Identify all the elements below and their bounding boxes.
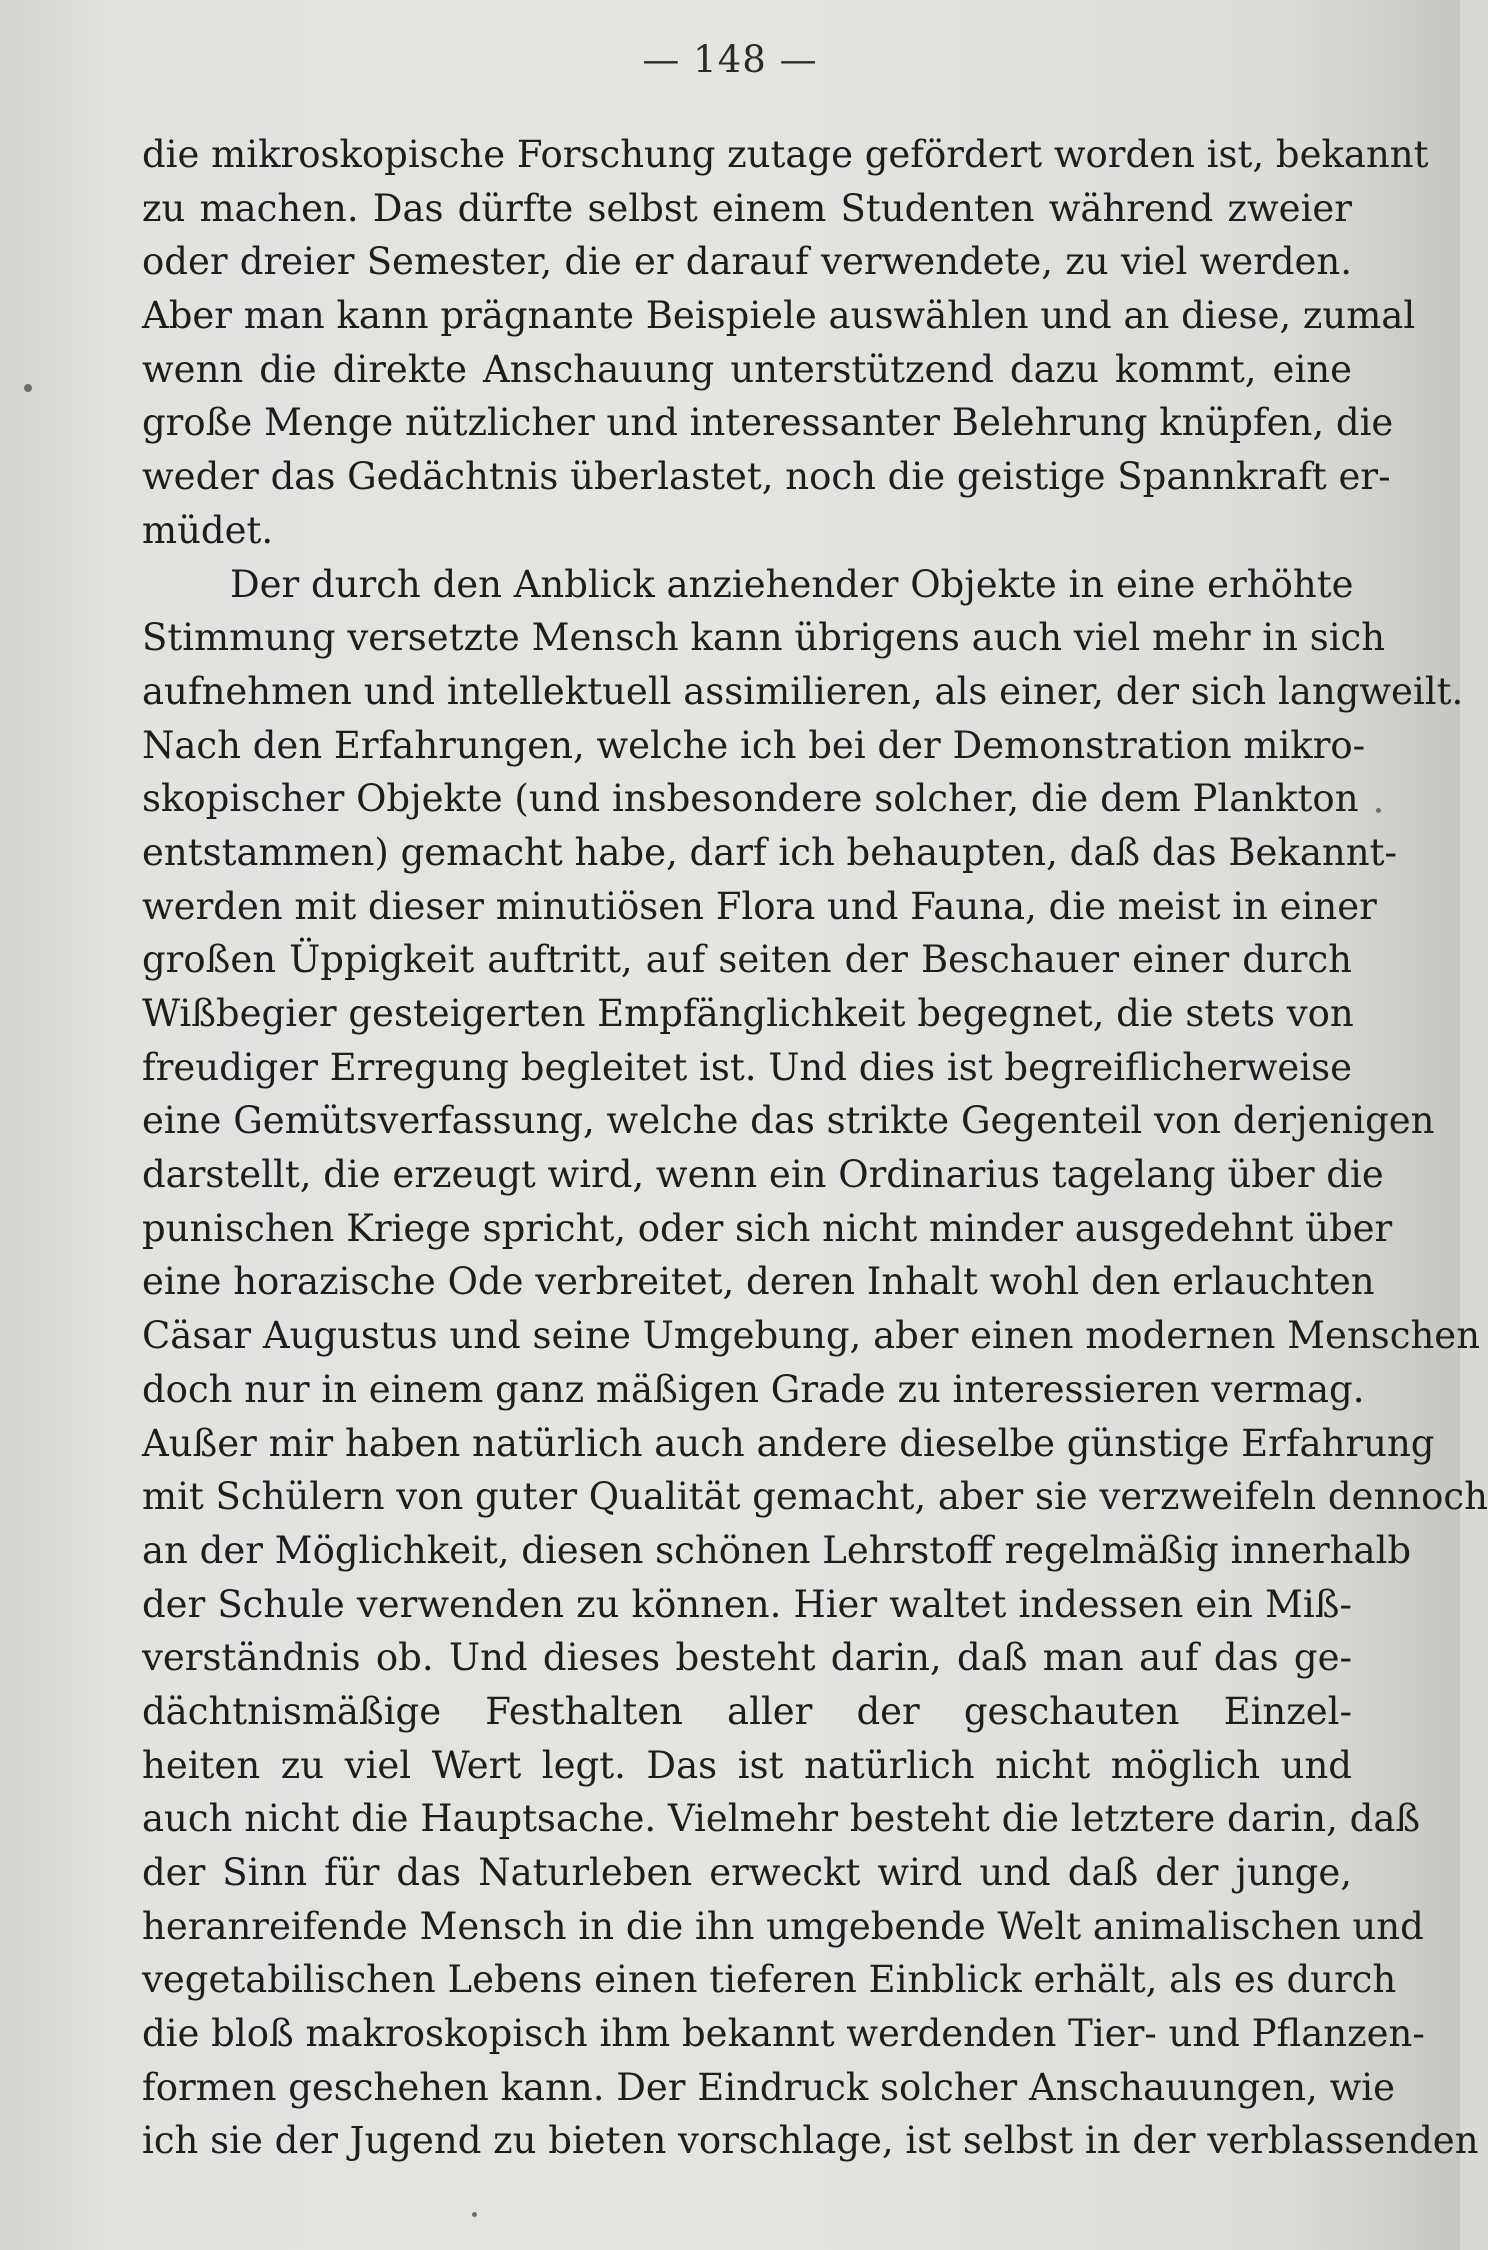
text-line: punischen Kriege spricht, oder sich nicht minder ausgedehnt über — [142, 1206, 1393, 1250]
text-line: heiten zu viel Wert legt. Das ist natürlich nicht möglich und — [142, 1743, 1352, 1787]
text-line: der Schule verwenden zu können. Hier waltet indessen ein Miß- — [142, 1582, 1352, 1626]
text-line: Nach den Erfahrungen, welche ich bei der Demonstration mikro- — [142, 723, 1366, 767]
text-line: an der Möglichkeit, diesen schönen Lehrstoff regelmäßig innerhalb — [142, 1528, 1412, 1572]
text-line: aufnehmen und intellektuell assimilieren, als einer, der sich langweilt. — [142, 669, 1464, 713]
text-line: der Sinn für das Naturleben erweckt wird und daß der junge, — [142, 1851, 1352, 1894]
paper-speck — [472, 2212, 477, 2217]
text-line: heranreifende Mensch in die ihn umgebende Welt animalischen und — [142, 1904, 1424, 1948]
text-line: entstammen) gemacht habe, darf ich behaupten, daß das Bekannt- — [142, 830, 1397, 874]
text-line: darstellt, die erzeugt wird, wenn ein Ordinarius tagelang über die — [142, 1153, 1384, 1197]
text-line: Cäsar Augustus und seine Umgebung, aber einen modernen Menschen — [142, 1314, 1481, 1358]
text-line: weder das Gedächtnis überlastet, noch die geistige Spannkraft er- — [142, 455, 1391, 499]
paragraph-first-line: Der durch den Anblick anziehender Objekte in eine erhöhte — [230, 562, 1354, 606]
text-line: Aber man kann prägnante Beispiele auswählen und an diese, zumal — [142, 294, 1416, 338]
text-line: doch nur in einem ganz mäßigen Grade zu interessieren vermag. — [142, 1367, 1365, 1411]
body-text — [142, 128, 1488, 2168]
text-line: die bloß makroskopisch ihm bekannt werdenden Tier- und Pflanzen- — [142, 2012, 1425, 2056]
text-line: mit Schülern von guter Qualität gemacht, aber sie verzweifeln dennoch — [142, 1475, 1488, 1519]
paper-speck — [1376, 808, 1381, 813]
text-line: Stimmung versetzte Mensch kann übrigens auch viel mehr in sich — [142, 616, 1386, 660]
text-line: ich sie der Jugend zu bieten vorschlage, ist selbst in der verblassenden — [142, 2119, 1479, 2163]
paper-speck — [24, 384, 32, 392]
text-line: Wißbegier gesteigerten Empfänglichkeit begegnet, die stets von — [142, 992, 1354, 1035]
text-line: zu machen. Das dürfte selbst einem Studenten während zweier — [142, 186, 1352, 230]
text-line: Außer mir haben natürlich auch andere dieselbe günstige Erfahrung — [142, 1421, 1435, 1465]
text-line: großen Üppigkeit auftritt, auf seiten der Beschauer einer durch — [142, 938, 1352, 982]
text-line: müdet. — [142, 508, 274, 552]
text-line: vegetabilischen Lebens einen tieferen Einblick erhält, als es durch — [142, 1958, 1397, 2002]
text-line: dächtnismäßige Festhalten aller der geschauten Einzel- — [142, 1689, 1352, 1733]
text-line: freudiger Erregung begleitet ist. Und dies ist begreiflicherweise — [142, 1045, 1352, 1089]
text-line: eine Gemütsverfassung, welche das strikte Gegenteil von derjenigen — [142, 1099, 1435, 1143]
text-line: die mikroskopische Forschung zutage gefördert worden ist, bekannt — [142, 133, 1429, 176]
text-line: auch nicht die Hauptsache. Vielmehr besteht die letztere darin, daß — [142, 1797, 1421, 1841]
text-line: formen geschehen kann. Der Eindruck solcher Anschauungen, wie — [142, 2065, 1395, 2109]
text-line: verständnis ob. Und dieses besteht darin, daß man auf das ge- — [142, 1636, 1352, 1680]
text-line: eine horazische Ode verbreitet, deren Inhalt wohl den erlauchten — [142, 1260, 1375, 1304]
text-line: wenn die direkte Anschauung unterstützend dazu kommt, eine — [142, 347, 1352, 391]
text-line: skopischer Objekte (und insbesondere solcher, die dem Plankton — [142, 777, 1359, 821]
text-line: große Menge nützlicher und interessanter Belehrung knüpfen, die — [142, 401, 1394, 445]
text-line: werden mit dieser minutiösen Flora und Fauna, die meist in einer — [142, 884, 1377, 928]
page-number: — 148 — — [642, 38, 818, 81]
text-line: oder dreier Semester, die er darauf verwendete, zu viel werden. — [142, 240, 1352, 284]
